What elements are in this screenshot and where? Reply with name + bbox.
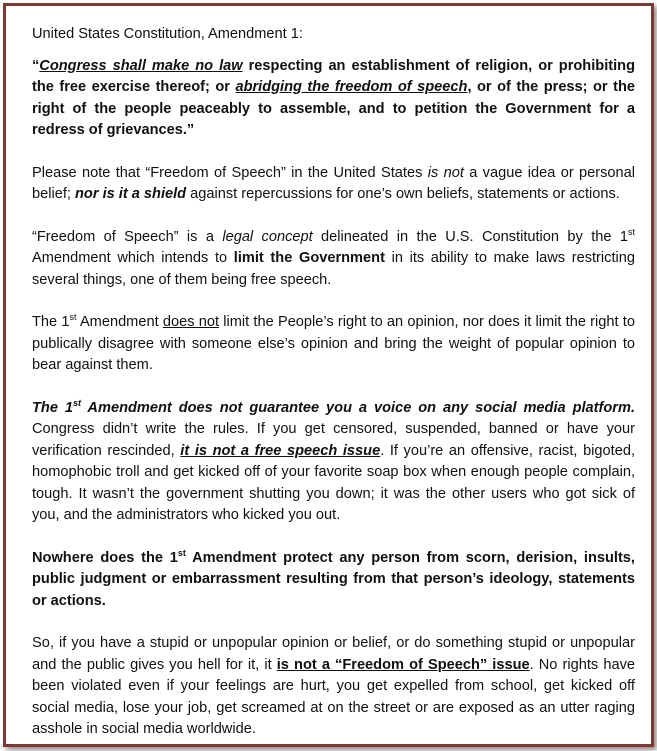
paragraph-social-media: The 1st Amendment does not guarantee you a voice on any social media platform. Congress didn’t write the rules. If you get censored, suspended, banned or have your verification rescinded, it is not a free speech issue. If you’re an offensive, racist, bigoted, homophobic troll and get kicked off of your favorite soap box when enough people complain, tough. It wasn’t the government shutting you down; it was the other users who got sick of you, and the administrators who kicked you out.: [32, 397, 635, 523]
amendment-quote: “Congress shall make no law respecting an establishment of religion, or prohibiting the free exercise thereof; or abridging the freedom of speech, or of the press; or the right of the people peaceably to assemble, and to petition the Government for a redress of grievances.”: [32, 57, 635, 138]
document-frame: [3, 3, 654, 747]
paragraph-not-a-shield: Please note that “Freedom of Speech” in the United States is not a vague idea or personal belief; nor is it a shield against repercussions for one’s own beliefs, statements or actions.: [32, 164, 635, 202]
amendment-clause-free-speech: abridging the freedom of speech: [235, 79, 468, 95]
paragraph-no-protection: Nowhere does the 1st Amendment protect any person from scorn, derision, insults, public judgment or embarrassment resulting from that person’s ideology, statements or actions.: [32, 547, 635, 609]
paragraph-conclusion: So, if you have a stupid or unpopular opinion or belief, or do something stupid or unpopular and the public gives you hell for it, it is not a “Freedom of Speech” issue. No rights have been violated even if your feelings are hurt, you get expelled from school, get kicked off social media, lose your job, get screamed at on the street or are exposed as an utter raging asshole in social media worldwide.: [32, 635, 635, 737]
document-heading: United States Constitution, Amendment 1:: [32, 26, 303, 42]
paragraph-right-to-opinion: The 1st Amendment does not limit the People’s right to an opinion, nor does it limit the right to publically disagree with someone else’s opinion and bring the weight of popular opinion to bear against them.: [32, 312, 635, 373]
document-body: [32, 24, 635, 741]
amendment-clause-no-law: Congress shall make no law: [39, 57, 243, 74]
paragraph-legal-concept: “Freedom of Speech” is a legal concept delineated in the U.S. Constitution by the 1st Amendment which intends to limit the Government in its ability to make laws restricting several things, one of them being free speech.: [32, 226, 635, 288]
